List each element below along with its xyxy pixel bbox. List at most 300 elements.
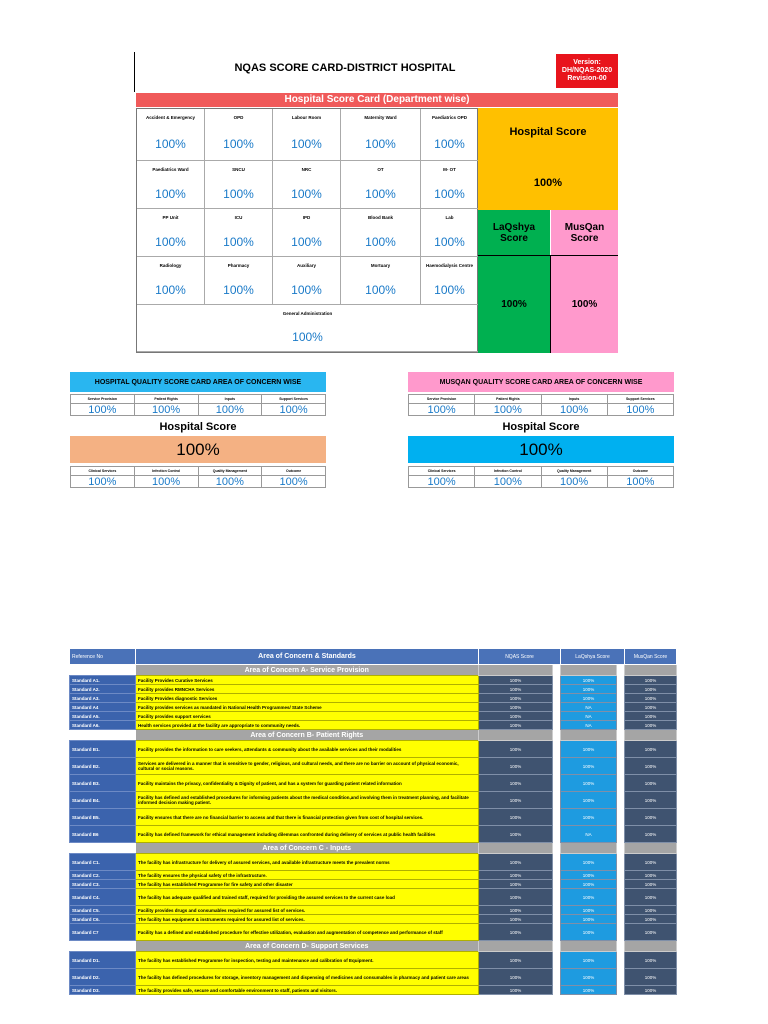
nqas-score: 100% xyxy=(479,880,553,889)
standard-ref: Standard C3. xyxy=(70,880,136,889)
aoc-label: Inputs xyxy=(542,395,608,404)
section-fill xyxy=(561,730,617,741)
table-row xyxy=(70,758,677,775)
hospital-score-value: 100% xyxy=(478,155,618,210)
standard-ref: Standard C4. xyxy=(70,889,136,906)
table-row xyxy=(70,986,677,995)
table-row xyxy=(70,685,677,694)
nqas-score: 100% xyxy=(479,685,553,694)
section-blank xyxy=(617,941,625,952)
aoc-label: Service Provision xyxy=(409,395,475,404)
table-header-row xyxy=(70,649,677,665)
table-row xyxy=(70,809,677,826)
section-blank xyxy=(70,941,136,952)
section-fill xyxy=(479,665,553,676)
cell-gap xyxy=(617,826,625,843)
dept-score: 100% xyxy=(365,282,396,297)
dept-cell xyxy=(341,161,421,209)
table-row xyxy=(70,775,677,792)
cell-gap xyxy=(553,809,561,826)
section-blank xyxy=(617,665,625,676)
dept-cell xyxy=(137,109,205,161)
section-blank xyxy=(553,730,561,741)
aoc-score-value: 100% xyxy=(408,436,674,463)
dept-label: NRC xyxy=(301,167,312,172)
cell-gap xyxy=(617,721,625,730)
laqshya-score: NA xyxy=(561,721,617,730)
musqan-score: 100% xyxy=(625,792,677,809)
aoc-title: HOSPITAL QUALITY SCORE CARD AREA OF CONCERN WISE xyxy=(70,372,326,392)
hospital-score-label: Hospital Score xyxy=(478,108,618,155)
section-header-row xyxy=(70,941,677,952)
laqshya-score-label: LaQshya Score xyxy=(478,210,551,255)
aoc-value: 100% xyxy=(262,476,326,488)
standard-text: The facility has established Programme for inspection, testing and maintenance and calibration of Equipment. xyxy=(136,952,479,969)
cell-gap xyxy=(553,952,561,969)
standard-ref: Standard B2. xyxy=(70,758,136,775)
dept-score: 100% xyxy=(155,234,186,249)
dept-score: 100% xyxy=(155,186,186,201)
nqas-score: 100% xyxy=(479,676,553,685)
cell-gap xyxy=(617,809,625,826)
dept-label: OT xyxy=(377,167,384,172)
aoc-top-labels xyxy=(70,394,326,404)
cell-gap xyxy=(553,986,561,995)
musqan-score: 100% xyxy=(625,880,677,889)
dept-label: IPD xyxy=(302,215,311,220)
dept-cell xyxy=(137,209,205,257)
cell-gap xyxy=(553,712,561,721)
dept-cell xyxy=(205,161,273,209)
standard-ref: Standard B6 xyxy=(70,826,136,843)
standard-ref: Standard A4 xyxy=(70,703,136,712)
standard-ref: Standard B4. xyxy=(70,792,136,809)
aoc-top-values xyxy=(408,404,674,416)
aoc-score-label: Hospital Score xyxy=(159,421,237,433)
nqas-score: 100% xyxy=(479,826,553,843)
table-row xyxy=(70,871,677,880)
aoc-bottom-values xyxy=(408,476,674,488)
musqan-score-value: 100% xyxy=(551,255,618,353)
laqshya-score: NA xyxy=(561,826,617,843)
section-fill xyxy=(561,843,617,854)
cell-gap xyxy=(617,694,625,703)
musqan-score: 100% xyxy=(625,809,677,826)
standard-text: The facility ensures the physical safety of the infrastructure. xyxy=(136,871,479,880)
dept-score-grid xyxy=(136,108,478,353)
dept-cell xyxy=(341,257,421,305)
musqan-score: 100% xyxy=(625,871,677,880)
nqas-score: 100% xyxy=(479,694,553,703)
nqas-score: 100% xyxy=(479,986,553,995)
aoc-bottom-labels xyxy=(70,466,326,476)
musqan-score: 100% xyxy=(625,712,677,721)
cell-gap xyxy=(617,969,625,986)
cell-gap xyxy=(617,854,625,871)
musqan-score: 100% xyxy=(625,986,677,995)
nqas-score: 100% xyxy=(479,792,553,809)
standard-text: Facility Provides Curative Services xyxy=(136,676,479,685)
laqshya-score: NA xyxy=(561,703,617,712)
aoc-top-values xyxy=(70,404,326,416)
cell-gap xyxy=(617,712,625,721)
nqas-score: 100% xyxy=(479,721,553,730)
cell-gap xyxy=(553,854,561,871)
standard-text: The facility provides safe, secure and comfortable environment to staff, patients and visitors. xyxy=(136,986,479,995)
cell-gap xyxy=(617,685,625,694)
cell-gap xyxy=(617,906,625,915)
version-badge xyxy=(556,54,618,88)
cell-gap xyxy=(553,915,561,924)
nqas-score: 100% xyxy=(479,703,553,712)
standard-ref: Standard B3. xyxy=(70,775,136,792)
dept-score: 100% xyxy=(365,234,396,249)
dept-score: 100% xyxy=(291,282,322,297)
laqshya-score: NA xyxy=(561,712,617,721)
dept-score: 100% xyxy=(291,136,322,151)
standard-ref: Standard A1. xyxy=(70,676,136,685)
aoc-label: Patient Rights xyxy=(135,395,199,404)
laqshya-score: 100% xyxy=(561,915,617,924)
section-blank xyxy=(553,843,561,854)
dept-cell xyxy=(205,209,273,257)
col-ref-header: Reference No xyxy=(70,649,136,665)
cell-gap xyxy=(617,741,625,758)
standard-text: The facility has adequate qualified and trained staff, required for providing the assured services to the current case load xyxy=(136,889,479,906)
cell-gap xyxy=(553,826,561,843)
dept-cell xyxy=(421,161,479,209)
nqas-score: 100% xyxy=(479,924,553,941)
standard-text: The facility has defined procedures for storage, inventory management and dispensing of medicines and consumables in pharmacy and patient care areas xyxy=(136,969,479,986)
musqan-score: 100% xyxy=(625,741,677,758)
musqan-score: 100% xyxy=(625,685,677,694)
aoc-value: 100% xyxy=(409,404,475,416)
musqan-score: 100% xyxy=(625,721,677,730)
musqan-score: 100% xyxy=(625,676,677,685)
cell-gap xyxy=(617,952,625,969)
dept-label: M- OT xyxy=(443,167,456,172)
dept-label: OPD xyxy=(233,115,244,120)
standard-text: Facility has a defined and established procedure for effective utilization, evaluation and augmentation of competence and performance of staff xyxy=(136,924,479,941)
musqan-score: 100% xyxy=(625,758,677,775)
dept-label: Pharmacy xyxy=(227,263,250,268)
standard-ref: Standard D1. xyxy=(70,952,136,969)
table-row xyxy=(70,854,677,871)
dept-label: PP Unit xyxy=(162,215,179,220)
laqshya-score: 100% xyxy=(561,969,617,986)
aoc-label: Outcome xyxy=(608,467,674,476)
table-row xyxy=(70,694,677,703)
musqan-score-label: MusQan Score xyxy=(551,210,618,255)
col-laqshya-header: LaQshya Score xyxy=(561,649,625,665)
laqshya-score: 100% xyxy=(561,758,617,775)
section-title: Area of Concern B- Patient Rights xyxy=(136,730,479,741)
musqan-score: 100% xyxy=(625,775,677,792)
col-area-header: Area of Concern & Standards xyxy=(136,649,479,665)
standard-ref: Standard C5. xyxy=(70,906,136,915)
section-fill xyxy=(479,941,553,952)
musqan-score: 100% xyxy=(625,854,677,871)
laqshya-score: 100% xyxy=(561,880,617,889)
section-title: Area of Concern C - Inputs xyxy=(136,843,479,854)
dept-cell xyxy=(205,257,273,305)
version-line2: DH/NQAS-2020 xyxy=(561,66,613,74)
dept-label: Blood Bank xyxy=(367,215,393,220)
table-row xyxy=(70,969,677,986)
standard-ref: Standard C2. xyxy=(70,871,136,880)
standard-ref: Standard A5. xyxy=(70,712,136,721)
standard-ref: Standard D3. xyxy=(70,986,136,995)
standard-text: Services are delivered in a manner that is sensitive to gender, religious, and cultural needs, and there are no barrier on account of physical economic, cultural or social reasons. xyxy=(136,758,479,775)
dept-cell xyxy=(273,257,341,305)
cell-gap xyxy=(553,721,561,730)
dept-label: ICU xyxy=(234,215,243,220)
cell-gap xyxy=(553,906,561,915)
standard-text: Facility provides RMNCHA Services xyxy=(136,685,479,694)
standard-ref: Standard B5. xyxy=(70,809,136,826)
cell-gap xyxy=(553,871,561,880)
aoc-label: Support Services xyxy=(608,395,674,404)
aoc-title: MUSQAN QUALITY SCORE CARD AREA OF CONCERN WISE xyxy=(408,372,674,392)
musqan-score: 100% xyxy=(625,915,677,924)
nqas-score: 100% xyxy=(479,741,553,758)
aoc-value: 100% xyxy=(409,476,475,488)
laqshya-score: 100% xyxy=(561,775,617,792)
dept-label: Paediatrics Ward xyxy=(152,167,189,172)
cell-gap xyxy=(617,986,625,995)
dept-label: Lab xyxy=(445,215,454,220)
dept-label: Auxiliary xyxy=(296,263,316,268)
dept-cell xyxy=(137,257,205,305)
cell-gap xyxy=(617,880,625,889)
section-blank xyxy=(553,665,561,676)
dept-score: 100% xyxy=(155,282,186,297)
col-musqan-header: MusQan Score xyxy=(625,649,677,665)
standard-text: Facility provides the information to care seekers, attendants & community about the available services and their modalities xyxy=(136,741,479,758)
laqshya-score: 100% xyxy=(561,906,617,915)
table-row xyxy=(70,676,677,685)
laqshya-score: 100% xyxy=(561,952,617,969)
dept-label: Haemodialysis Centre xyxy=(425,263,474,268)
musqan-score: 100% xyxy=(625,952,677,969)
cell-gap xyxy=(617,924,625,941)
aoc-value: 100% xyxy=(542,476,608,488)
aoc-label: Clinical Services xyxy=(409,467,475,476)
aoc-label: Clinical Services xyxy=(71,467,135,476)
aoc-value: 100% xyxy=(71,476,135,488)
section-fill xyxy=(561,941,617,952)
section-fill xyxy=(625,730,677,741)
table-row xyxy=(70,924,677,941)
cell-gap xyxy=(553,758,561,775)
aoc-value: 100% xyxy=(475,404,541,416)
musqan-score: 100% xyxy=(625,969,677,986)
musqan-aoc-panel xyxy=(408,372,674,496)
dept-cell xyxy=(273,209,341,257)
cell-gap xyxy=(553,924,561,941)
aoc-value: 100% xyxy=(71,404,135,416)
aoc-value: 100% xyxy=(608,404,674,416)
cell-gap xyxy=(553,969,561,986)
cell-gap xyxy=(553,792,561,809)
nqas-score: 100% xyxy=(479,889,553,906)
cell-gap xyxy=(617,758,625,775)
nqas-score: 100% xyxy=(479,809,553,826)
nqas-score: 100% xyxy=(479,775,553,792)
dept-score: 100% xyxy=(365,186,396,201)
aoc-label: Quality Management xyxy=(199,467,263,476)
section-blank xyxy=(70,730,136,741)
dept-cell xyxy=(273,109,341,161)
cell-gap xyxy=(617,889,625,906)
cell-gap xyxy=(617,871,625,880)
dept-score: 100% xyxy=(434,282,465,297)
cell-gap xyxy=(553,880,561,889)
standard-text: Facility has defined and established procedures for informing patients about the medical condition,and involving them in treatment planning, and facilitate informed decision making patient. xyxy=(136,792,479,809)
aoc-score-value: 100% xyxy=(70,436,326,463)
section-title: Area of Concern A- Service Provision xyxy=(136,665,479,676)
dept-score: 100% xyxy=(291,234,322,249)
standard-text: Facility maintains the privacy, confidentiality & Dignity of patient, and has a system for guarding patient related information xyxy=(136,775,479,792)
standard-text: Facility provides support services xyxy=(136,712,479,721)
nqas-score: 100% xyxy=(479,712,553,721)
nqas-score: 100% xyxy=(479,906,553,915)
standard-ref: Standard A6. xyxy=(70,721,136,730)
dept-cell xyxy=(137,161,205,209)
laqshya-score: 100% xyxy=(561,792,617,809)
cell-gap xyxy=(617,792,625,809)
table-row xyxy=(70,826,677,843)
dept-score: 100% xyxy=(223,186,254,201)
dept-score: 100% xyxy=(434,136,465,151)
cell-gap xyxy=(553,685,561,694)
standard-ref: Standard A3. xyxy=(70,694,136,703)
standard-text: Facility Provides diagnostic Services xyxy=(136,694,479,703)
dept-score: 100% xyxy=(223,234,254,249)
dept-cell xyxy=(341,209,421,257)
aoc-label: Outcome xyxy=(262,467,326,476)
laqshya-score: 100% xyxy=(561,809,617,826)
section-blank xyxy=(70,843,136,854)
dept-label: Radiology xyxy=(159,263,182,268)
section-fill xyxy=(625,843,677,854)
dept-score: 100% xyxy=(434,234,465,249)
aoc-bottom-labels xyxy=(408,466,674,476)
aoc-score-label: Hospital Score xyxy=(502,421,580,433)
aoc-value: 100% xyxy=(608,476,674,488)
cell-gap xyxy=(553,775,561,792)
cell-gap xyxy=(617,775,625,792)
aoc-value: 100% xyxy=(475,476,541,488)
nqas-score: 100% xyxy=(479,952,553,969)
table-row xyxy=(70,712,677,721)
table-row xyxy=(70,889,677,906)
cell-gap xyxy=(617,703,625,712)
aoc-label: Service Provision xyxy=(71,395,135,404)
cell-gap xyxy=(617,676,625,685)
standard-ref: Standard D2. xyxy=(70,969,136,986)
aoc-label: Infection Control xyxy=(475,467,541,476)
dept-label: Paediatrics OPD xyxy=(431,115,467,120)
standard-ref: Standard C1. xyxy=(70,854,136,871)
aoc-label: Support Services xyxy=(262,395,326,404)
laqshya-score: 100% xyxy=(561,924,617,941)
laqshya-score: 100% xyxy=(561,685,617,694)
nqas-score: 100% xyxy=(479,854,553,871)
cell-gap xyxy=(553,694,561,703)
dept-cell xyxy=(421,257,479,305)
musqan-score: 100% xyxy=(625,694,677,703)
dept-score: 100% xyxy=(155,136,186,151)
section-fill xyxy=(625,665,677,676)
dept-cell xyxy=(421,109,479,161)
section-fill xyxy=(479,730,553,741)
table-row xyxy=(70,792,677,809)
laqshya-score: 100% xyxy=(561,741,617,758)
cell-gap xyxy=(553,703,561,712)
dept-label: Maternity Ward xyxy=(364,115,397,120)
col-nqas-header: NQAS Score xyxy=(479,649,561,665)
aoc-label: Infection Control xyxy=(135,467,199,476)
dept-cell xyxy=(421,209,479,257)
section-blank xyxy=(553,941,561,952)
table-row xyxy=(70,721,677,730)
aoc-bottom-values xyxy=(70,476,326,488)
table-row xyxy=(70,915,677,924)
aoc-label: Quality Management xyxy=(542,467,608,476)
dept-score: 100% xyxy=(292,330,323,344)
aoc-label: Inputs xyxy=(199,395,263,404)
dept-label: Accident & Emergency xyxy=(145,115,196,120)
standard-ref: Standard A2. xyxy=(70,685,136,694)
standard-text: Health services provided at the facility are appropriate to community needs. xyxy=(136,721,479,730)
dept-label: Labour Room xyxy=(291,115,322,120)
laqshya-score: 100% xyxy=(561,694,617,703)
dept-score: 100% xyxy=(434,186,465,201)
dept-score: 100% xyxy=(223,136,254,151)
aoc-value: 100% xyxy=(135,476,199,488)
standards-table xyxy=(69,648,677,995)
section-title: Area of Concern D- Support Services xyxy=(136,941,479,952)
standard-text: The facility has established Programme for fire safety and other disaster xyxy=(136,880,479,889)
dept-score: 100% xyxy=(291,186,322,201)
standard-ref: Standard B1. xyxy=(70,741,136,758)
dept-cell xyxy=(273,161,341,209)
dept-label: General Administration xyxy=(282,311,333,316)
title-box xyxy=(134,52,618,92)
musqan-score: 100% xyxy=(625,906,677,915)
section-header-row xyxy=(70,843,677,854)
laqshya-score: 100% xyxy=(561,854,617,871)
aoc-value: 100% xyxy=(262,404,326,416)
table-row xyxy=(70,741,677,758)
musqan-score: 100% xyxy=(625,703,677,712)
laqshya-score: 100% xyxy=(561,676,617,685)
nqas-score: 100% xyxy=(479,758,553,775)
aoc-value: 100% xyxy=(199,476,263,488)
aoc-value: 100% xyxy=(135,404,199,416)
table-row xyxy=(70,952,677,969)
standard-text: Facility provides drugs and consumables required for assured list of services. xyxy=(136,906,479,915)
section-header-row xyxy=(70,730,677,741)
standard-text: Facility has defined framework for ethical management including dilemmas confronted during delivery of services at public health facilities xyxy=(136,826,479,843)
cell-gap xyxy=(553,889,561,906)
page-title: NQAS SCORE CARD-DISTRICT HOSPITAL xyxy=(234,62,456,74)
general-admin-cell xyxy=(137,305,479,352)
dept-cell xyxy=(205,109,273,161)
laqshya-score-value: 100% xyxy=(478,255,551,353)
laqshya-score: 100% xyxy=(561,871,617,880)
